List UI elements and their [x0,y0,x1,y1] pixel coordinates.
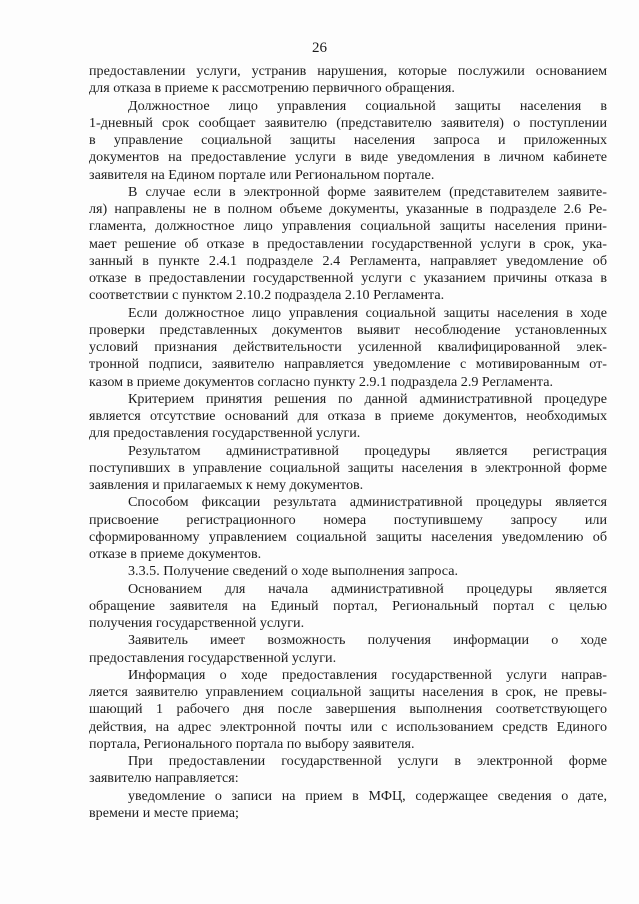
text-line: портала, Регионального портала по выбору заявителя. [89,735,415,752]
text-line: занный в пункте 2.4.1 подразделе 2.4 Регламента, направляет уведомление об [89,252,607,269]
text-line: действия, на адрес электронной почты или с использованием средств Единого [89,718,607,735]
text-line: документов на предоставление услуги в виде уведомления в личном кабинете [89,149,607,166]
text-line: 3.3.5. Получение сведений о ходе выполнения запроса. [128,563,458,580]
text-line: Должностное лицо управления социальной защиты населения в [128,97,607,114]
text-line: поступивших в управление социальной защиты населения в электронной форме [89,459,607,476]
text-line: гламента, должностное лицо управления социальной защиты населения прини- [89,218,607,235]
text-line: условий признания действительности усиленной квалифицированной элек- [89,339,607,355]
text-line: отказе в предоставлении государственной услуги с указанием причины отказа в [89,270,607,286]
text-line: Критерием принятия решения по данной административной процедуре [128,390,607,407]
text-line: предоставлении услуги, устранив нарушения, которые послужили основанием [89,63,607,79]
text-line: является отсутствие оснований для отказа в приеме документов, необходимых [89,408,607,424]
text-line: Способом фиксации результата административной процедуры является [128,494,607,511]
text-line: в управление социальной защиты населения запроса и приложенных [89,132,607,148]
text-line: ля) направлены не в полном объеме документы, указанные в подразделе 2.6 Ре- [89,201,607,217]
text-line: получения государственной услуги. [89,615,305,631]
text-line: казом в приеме документов согласно пункту 2.9.1 подраздела 2.9 Регламента. [89,373,554,390]
text-line: обращение заявителя на Единый портал, Региональный портал с целью [89,597,607,614]
document-body [89,63,607,822]
text-line: заявителя на Едином портале или Региональном портале. [89,166,435,183]
text-line: заявителю направляется: [89,770,239,787]
text-line: тронной подписи, заявителю направляется уведомление с мотивированным от- [89,356,607,373]
text-line: мает решение об отказе в предоставлении государственной услуги в срок, ука- [89,235,607,252]
text-line: Результатом административной процедуры является регистрация [128,442,607,459]
text-line: соответствии с пунктом 2.10.2 подраздела 2.10 Регламента. [89,287,445,304]
text-line: предоставления государственной услуги. [89,649,337,666]
text-line: отказе в приеме документов. [89,546,262,562]
text-line: сформированному управлением социальной защиты населения уведомлению об [89,528,607,545]
text-line: ляется заявителю управлением социальной защиты населения в срок, не превы- [89,684,607,700]
text-line: Если должностное лицо управления социальной защиты населения в ходе [128,304,607,321]
text-line: для отказа в приеме к рассмотрению первичного обращения. [89,80,455,97]
text-line: В случае если в электронной форме заявителем (представителем заявите- [128,183,607,200]
text-line: При предоставлении государственной услуги в электронной форме [128,753,607,769]
text-line: уведомление о записи на прием в МФЦ, содержащее сведения о дате, [128,787,607,804]
text-line: времени и месте приема; [89,804,239,821]
text-line: проверки представленных документов выявит несоблюдение установленных [89,321,607,338]
text-line: заявления и прилагаемых к нему документов. [89,477,364,493]
text-line: Информация о ходе предоставления государственной услуги направ- [128,666,607,683]
text-line: 1-дневный срок сообщает заявителю (представителю заявителя) о поступлении [89,114,607,131]
text-line: Основанием для начала административной процедуры является [128,580,607,597]
text-line: шающий 1 рабочего дня после завершения выполнения соответствующего [89,701,607,718]
page-number: 26 [312,40,327,56]
text-line: для предоставления государственной услуги. [89,425,361,442]
text-line: присвоение регистрационного номера поступившему запросу или [89,511,607,528]
text-line: Заявитель имеет возможность получения информации о ходе [128,632,607,649]
